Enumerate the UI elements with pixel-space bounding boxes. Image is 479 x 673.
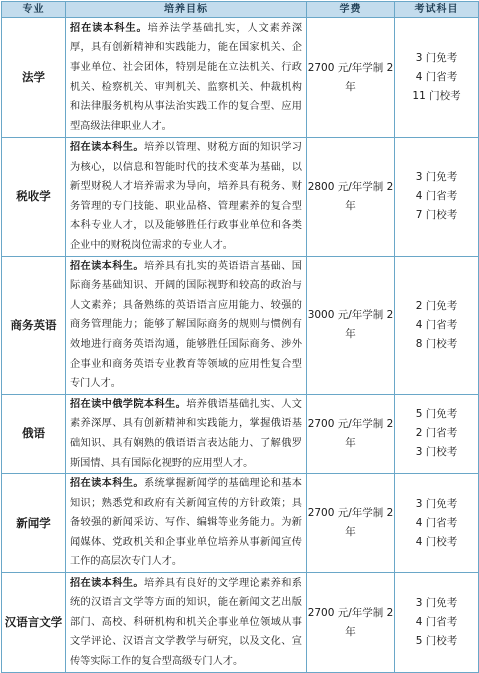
major-cell: 汉语言文学	[2, 573, 66, 673]
exam-line: 8 门校考	[415, 337, 458, 350]
goal-text: 培养以管理、财税方面的知识学习为核心，以信息和智能时代的技术变革为基础，以新型财税人才培养需求为导向，培养具有税务、财务管理的专门技能、职业品格、管理素养的复合型本科专业人才，以及能够胜任行政事业单位和各类企业中的财税岗位需求的专业人才。	[70, 142, 302, 251]
fee-cell: 2700 元/年学制 2 年	[307, 18, 395, 138]
goal-lead: 招在读本科生。	[70, 478, 144, 490]
exam-line: 4 门省考	[415, 516, 458, 529]
table-row	[2, 18, 479, 138]
goal-cell	[66, 18, 307, 138]
exam-line: 3 门免考	[415, 497, 458, 510]
goal-cell	[66, 474, 307, 573]
fee-cell: 3000 元/年学制 2 年	[307, 256, 395, 394]
goal-lead: 招在读中俄学院本科生。	[70, 398, 187, 410]
major-cell: 俄语	[2, 394, 66, 473]
exam-line: 7 门校考	[415, 209, 458, 222]
major-cell: 商务英语	[2, 256, 66, 394]
exam-line: 5 门校考	[415, 635, 458, 648]
table-row	[2, 138, 479, 257]
major-cell: 税收学	[2, 138, 66, 257]
exam-line: 3 门免考	[415, 52, 458, 64]
exam-line: 4 门省考	[415, 616, 458, 629]
fee-cell: 2700 元/年学制 2 年	[307, 573, 395, 673]
goal-cell	[66, 256, 307, 394]
exam-line: 11 门校考	[412, 90, 461, 102]
goal-lead: 招在读本科生。	[70, 260, 144, 272]
header-major: 专业	[2, 2, 66, 18]
goal-lead: 招在读本科生。	[70, 22, 148, 34]
exam-line: 3 门免考	[415, 171, 458, 184]
exam-line: 2 门省考	[415, 427, 458, 440]
goal-cell	[66, 138, 307, 257]
exam-cell	[395, 138, 479, 257]
exam-line: 3 门免考	[415, 597, 458, 610]
fee-cell: 2700 元/年学制 2 年	[307, 474, 395, 573]
fee-cell: 2800 元/年学制 2 年	[307, 138, 395, 257]
exam-line: 5 门免考	[415, 408, 458, 421]
exam-line: 4 门省考	[415, 190, 458, 203]
major-cell: 法学	[2, 18, 66, 138]
header-fee: 学费	[307, 2, 395, 18]
header-exam: 考试科目	[395, 2, 479, 18]
major-cell: 新闻学	[2, 474, 66, 573]
exam-cell	[395, 256, 479, 394]
exam-line: 4 门省考	[415, 318, 458, 331]
exam-cell	[395, 18, 479, 138]
table-row	[2, 394, 479, 473]
exam-line: 2 门免考	[415, 299, 458, 312]
goal-text: 培养具有良好的文学理论素养和系统的汉语言文学等方面的知识，能在新闻文艺出版部门、高校、科研机构和机关企事业单位领域从事文学评论、汉语言文学教学与研究，以及文化、宣传等实际工作的复合型高级专门人才。	[70, 577, 302, 667]
table-row	[2, 256, 479, 394]
goal-text: 培养具有扎实的英语语言基础、国际商务基础知识、开阔的国际视野和较高的政治与人文素养；具备熟练的英语语言应用能力、较强的商务管理能力；能够了解国际商务的规则与惯例有效地进行商务英语沟通，能够胜任国际商务、涉外企事业和商务英语专业教育等领域的应用性复合型专门人才。	[70, 260, 302, 390]
exam-line: 3 门校考	[415, 446, 458, 459]
program-table	[1, 1, 479, 673]
fee-cell: 2700 元/年学制 2 年	[307, 394, 395, 473]
goal-cell	[66, 573, 307, 673]
goal-lead: 招在读本科生。	[70, 577, 144, 589]
exam-line: 4 门省考	[415, 71, 458, 83]
header-goal: 培养目标	[66, 2, 307, 18]
table-row	[2, 474, 479, 573]
goal-cell	[66, 394, 307, 473]
exam-cell	[395, 394, 479, 473]
exam-line: 4 门校考	[415, 535, 458, 548]
exam-cell	[395, 474, 479, 573]
table-row	[2, 573, 479, 673]
goal-text: 培养法学基础扎实，人文素养深厚，具有创新精神和实践能力，能在国家机关、企事业单位、社会团体，特别是能在立法机关、行政机关、检察机关、审判机关、监察机关、仲裁机构和法律服务机构从事法治实践工作的复合型、应用型高级法律职业人才。	[70, 22, 303, 132]
exam-cell	[395, 573, 479, 673]
goal-text: 系统掌握新闻学的基础理论和基本知识；熟悉党和政府有关新闻宣传的方针政策；具备较强的新闻采访、写作、编辑等业务能力。为新闻媒体、党政机关和企事业单位培养从事新闻宣传工作的高层次专门人才。	[70, 478, 302, 568]
header-row	[2, 2, 479, 18]
goal-text: 培养俄语基础扎实、人文素养深厚、具有创新精神和实践能力，掌握俄语基础知识、具有娴熟的俄语语言表达能力、了解俄罗斯国情、具有国际化视野的应用型人才。	[70, 398, 302, 469]
goal-lead: 招在读本科生。	[70, 142, 144, 153]
